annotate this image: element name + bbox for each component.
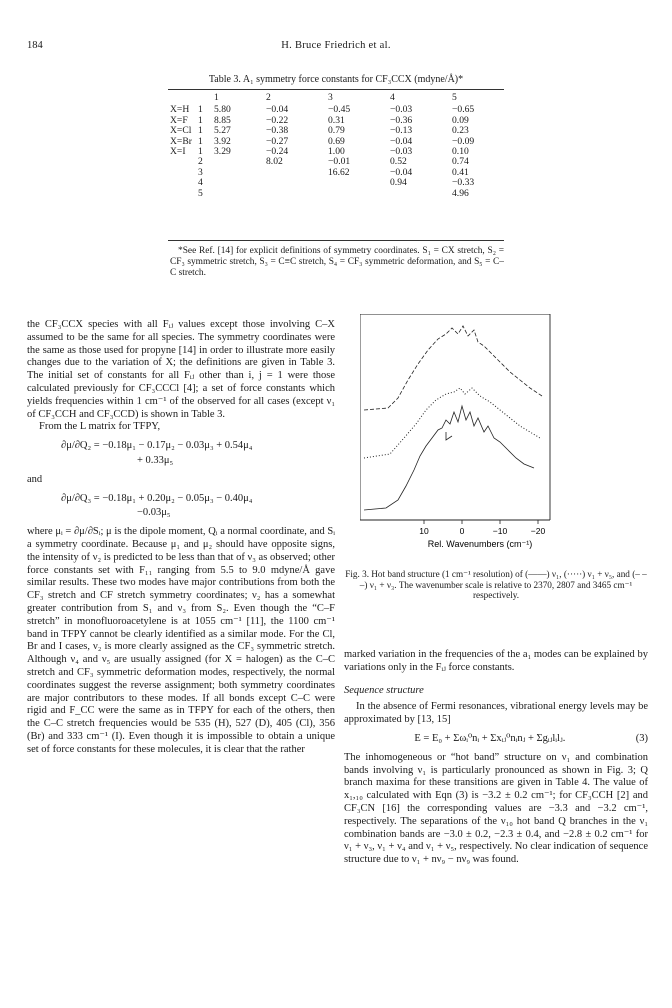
spectrum-nu1-left-feature (446, 432, 452, 440)
table-cell: 0.31 (328, 114, 345, 126)
table-cell: 8.02 (266, 156, 283, 168)
table-row-index: 1 (198, 114, 203, 126)
table-cell: 5.27 (214, 125, 231, 137)
table-row-species: X=I (170, 146, 186, 158)
table-cell: 0.23 (452, 125, 469, 137)
table-col-header: 2 (266, 92, 271, 103)
table-top-rule (168, 89, 504, 90)
body-paragraph: The inhomogeneous or “hot band” structure on ν₁ and combination bands involving ν₁ is particularly pronounced as shown in Fig. 3; Q branch maxima for these transitions are given in Table 4. The value of x₁,₁₀ calculated with Eqn (3) is −3.2 ± 0.2 cm⁻¹; for CF₃CCH [2] and CF₃CN [16] the corresponding values are −3.3 and −3.2 cm⁻¹, respectively. The separations of the ν₁₀ hot band Q branches in the ν₁ combination bands are −3.0 ± 0.2, −2.3 ± 0.4, and −2.8 ± 0.2 cm⁻¹ for ν₁ + ν₃, ν₁ + ν₄ and ν₁ + ν₅, respectively. No clear indication of sequence structure due to ν₁ + nν₉ − nν₉ was found. (344, 751, 648, 866)
body-paragraph: In the absence of Fermi resonances, vibrational energy levels may be approximated by [13, 15] (344, 701, 648, 726)
table-footnote: *See Ref. [14] for explicit definitions of symmetry coordinates. S₁ = CX stretch, S₂ = CF₃ symmetric stretch, S₃ = C≡C stretch, S₄ = CF₃ symmetric deformation, and S₅ = C–C stretch. (170, 246, 504, 278)
table-row-species (170, 157, 198, 167)
x-tick-label: −10 (492, 526, 508, 536)
table-cell: 0.94 (390, 177, 407, 189)
table-cell: −0.45 (328, 104, 351, 116)
table-row (170, 178, 496, 188)
table-row-index: 3 (198, 166, 203, 178)
spectrum-nu1-plus-nu5 (364, 388, 540, 458)
section-heading: Sequence structure (344, 684, 424, 696)
table-cell: 1.00 (328, 146, 345, 158)
table-cell: −0.65 (452, 104, 475, 116)
table-cell: −0.33 (452, 177, 475, 189)
table-cell: 0.10 (452, 146, 469, 158)
table-row-species (170, 178, 198, 188)
table-cell: 0.74 (452, 156, 469, 168)
table-cell: 0.79 (328, 125, 345, 137)
table-cell: 0.41 (452, 166, 469, 178)
x-tick-label: 0 (459, 526, 465, 536)
table-cell: −0.36 (390, 114, 413, 126)
table-cell (266, 178, 328, 188)
table-cell: 3.92 (214, 135, 231, 147)
table-cell (214, 168, 266, 178)
table-row-index: 1 (198, 146, 203, 158)
table-cell: −0.01 (328, 156, 351, 168)
table-cell: −0.09 (452, 135, 475, 147)
table-cell: 0.52 (390, 156, 407, 168)
table-cell: −0.24 (266, 146, 289, 158)
table-cell: −0.03 (390, 146, 413, 158)
page-number: 184 (27, 40, 43, 51)
table-cell: −0.22 (266, 114, 289, 126)
table-cell: −0.04 (390, 166, 413, 178)
table-row-index: 1 (198, 104, 203, 116)
table-cell: −0.04 (390, 135, 413, 147)
equation-dmu-dq3-cont: −0.03μ₅ (137, 507, 171, 519)
table-row-index: 5 (198, 187, 203, 199)
energy-equation-body: E = E₀ + Σωᵢ⁰nᵢ + Σxᵢⱼ⁰nᵢnⱼ + Σgᵢⱼlᵢlⱼ. (414, 732, 566, 744)
table-bottom-rule (168, 240, 504, 241)
table-cell: −0.03 (390, 104, 413, 116)
figure-caption: Fig. 3. Hot band structure (1 cm⁻¹ resolution) of (——) ν₁, (·····) ν₁ + ν₅, and (– – –) ν₁ + ν₃. The wavenumber scale is relative to 2370, 2807 and 3465 cm⁻¹ respectively. (345, 569, 647, 601)
spectrum-nu1 (364, 406, 534, 510)
table-row-species: X=F (170, 114, 188, 126)
table-cell (328, 178, 390, 188)
table-row-species (170, 189, 198, 199)
table-row-index: 2 (198, 156, 203, 168)
table-cell: 16.62 (328, 166, 350, 178)
body-paragraph: where μᵢ = ∂μ/∂Sᵢ; μ is the dipole moment, Qᵢ a normal coordinate, and Sᵢ a symmetry coordinate. Because μ₁ and μ₂ should have opposite signs, the intensity of ν₂ is predicted to be less than that of ν₃ as observed; other force constants set with F₁₁ ranging from 5.5 to 9.0 mdyne/Å gave similar results. These two modes have major contributions from both the CF₃ stretch and CF stretch symmetry coordinates; ν₂ has a somewhat greater contribution from S₁ and ν₃ from S₂. Even though the “C–F stretch” in monofluoroacetylene is at 1055 cm⁻¹ [11], the 1100 cm⁻¹ band in TFPY cannot be clearly identified as a similar mode. For the Cl, Br and I cases, ν₂ is more clearly assigned as the CF₃ symmetric stretch. Although ν₄ and ν₅ are usually assigned (for X = halogen) as the C–C stretch and CF₃ symmetric deformation modes, respectively, the normal coordinates suggest the reverse assignment; both symmetry coordinates are major contributors to these modes. If all bonds except C–C were rigid and F_CC were the same as in TFPY for each of the others, then the C–C stretch frequencies would be 535 (H), 527 (D), 405 (Cl), 356 (Br) and 333 cm⁻¹ (I). Even though it is impossible to obtain a unique set of force constants for these molecules, it is clear that the rather (27, 526, 335, 755)
table-col-header: 1 (214, 92, 219, 103)
table-col-header: 4 (390, 92, 395, 103)
right-column (344, 649, 648, 867)
equation-dmu-dq3: ∂μ/∂Q₃ = −0.18μ₁ + 0.20μ₂ − 0.05μ₃ − 0.40μ₄ (61, 492, 253, 504)
table-cell: 8.85 (214, 114, 231, 126)
table-cell (390, 189, 452, 199)
table-row-index: 4 (198, 177, 203, 189)
table-row-species: X=Cl (170, 125, 192, 137)
table-cell: −0.27 (266, 135, 289, 147)
table-col-header: 3 (328, 92, 333, 103)
table-cell: 4.96 (452, 187, 469, 199)
table-cell (214, 189, 266, 199)
table-cell: 5.80 (214, 104, 231, 116)
equation-number: (3) (635, 732, 648, 744)
table-row-index: 1 (198, 135, 203, 147)
table-row-species: X=H (170, 104, 190, 116)
energy-equation (344, 733, 648, 746)
table-row-species: X=Br (170, 135, 192, 147)
body-paragraph: marked variation in the frequencies of the a₁ modes can be explained by variations only in the Fᵢⱼ force constants. (344, 649, 648, 673)
equation-dmu-dq2-cont: + 0.33μ₅ (137, 454, 174, 466)
running-head: H. Bruce Friedrich et al. (281, 40, 391, 51)
table-cell: −0.13 (390, 125, 413, 137)
equation-dmu-dq2: ∂μ/∂Q₂ = −0.18μ₁ − 0.17μ₂ − 0.03μ₃ + 0.54μ₄ (61, 440, 253, 452)
table-cell (214, 157, 266, 167)
table-cell: 3.29 (214, 146, 231, 158)
force-constant-table (170, 93, 496, 199)
table-col-header: 5 (452, 92, 457, 103)
table-cell (266, 189, 328, 199)
table-row (170, 189, 496, 199)
table-row (170, 168, 496, 178)
table-cell: −0.04 (266, 104, 289, 116)
x-tick-label: 10 (419, 526, 429, 536)
and-text: and (27, 473, 43, 485)
hot-band-figure (360, 314, 560, 554)
spectrum-nu1-plus-nu3 (364, 326, 542, 410)
x-axis-label: Rel. Wavenumbers (cm⁻¹) (427, 539, 533, 549)
table-cell: −0.38 (266, 125, 289, 137)
table-caption: Table 3. A₁ symmetry force constants for CF₃CCX (mdyne/Å)* (208, 74, 464, 85)
table-cell (266, 168, 328, 178)
table-row-index: 1 (198, 125, 203, 137)
table-cell (328, 189, 390, 199)
body-paragraph: From the L matrix for TFPY, (39, 421, 161, 433)
x-tick-label: −20 (530, 526, 546, 536)
table-row-species (170, 168, 198, 178)
body-paragraph: the CF₃CCX species with all Fᵢⱼ values except those involving C–X assumed to be the same for all species. The symmetry coordinates were the same as those used for propyne [14] in order to illustrate more easily changes due to the variation of X; the definitions are given in Table 3. The initial set of constants for all Fᵢⱼ other than i, j = 1 were those calculated previously for CF₃CCCl [4]; a set of force constants which yields frequencies within 1 cm⁻¹ of the observed for all cases (except ν₁ of CF₃CCH and CF₃CCD) is shown in Table 3. (27, 319, 335, 420)
table-cell: 0.09 (452, 114, 469, 126)
table-cell (214, 178, 266, 188)
left-column (27, 319, 335, 757)
table-cell: 0.69 (328, 135, 345, 147)
